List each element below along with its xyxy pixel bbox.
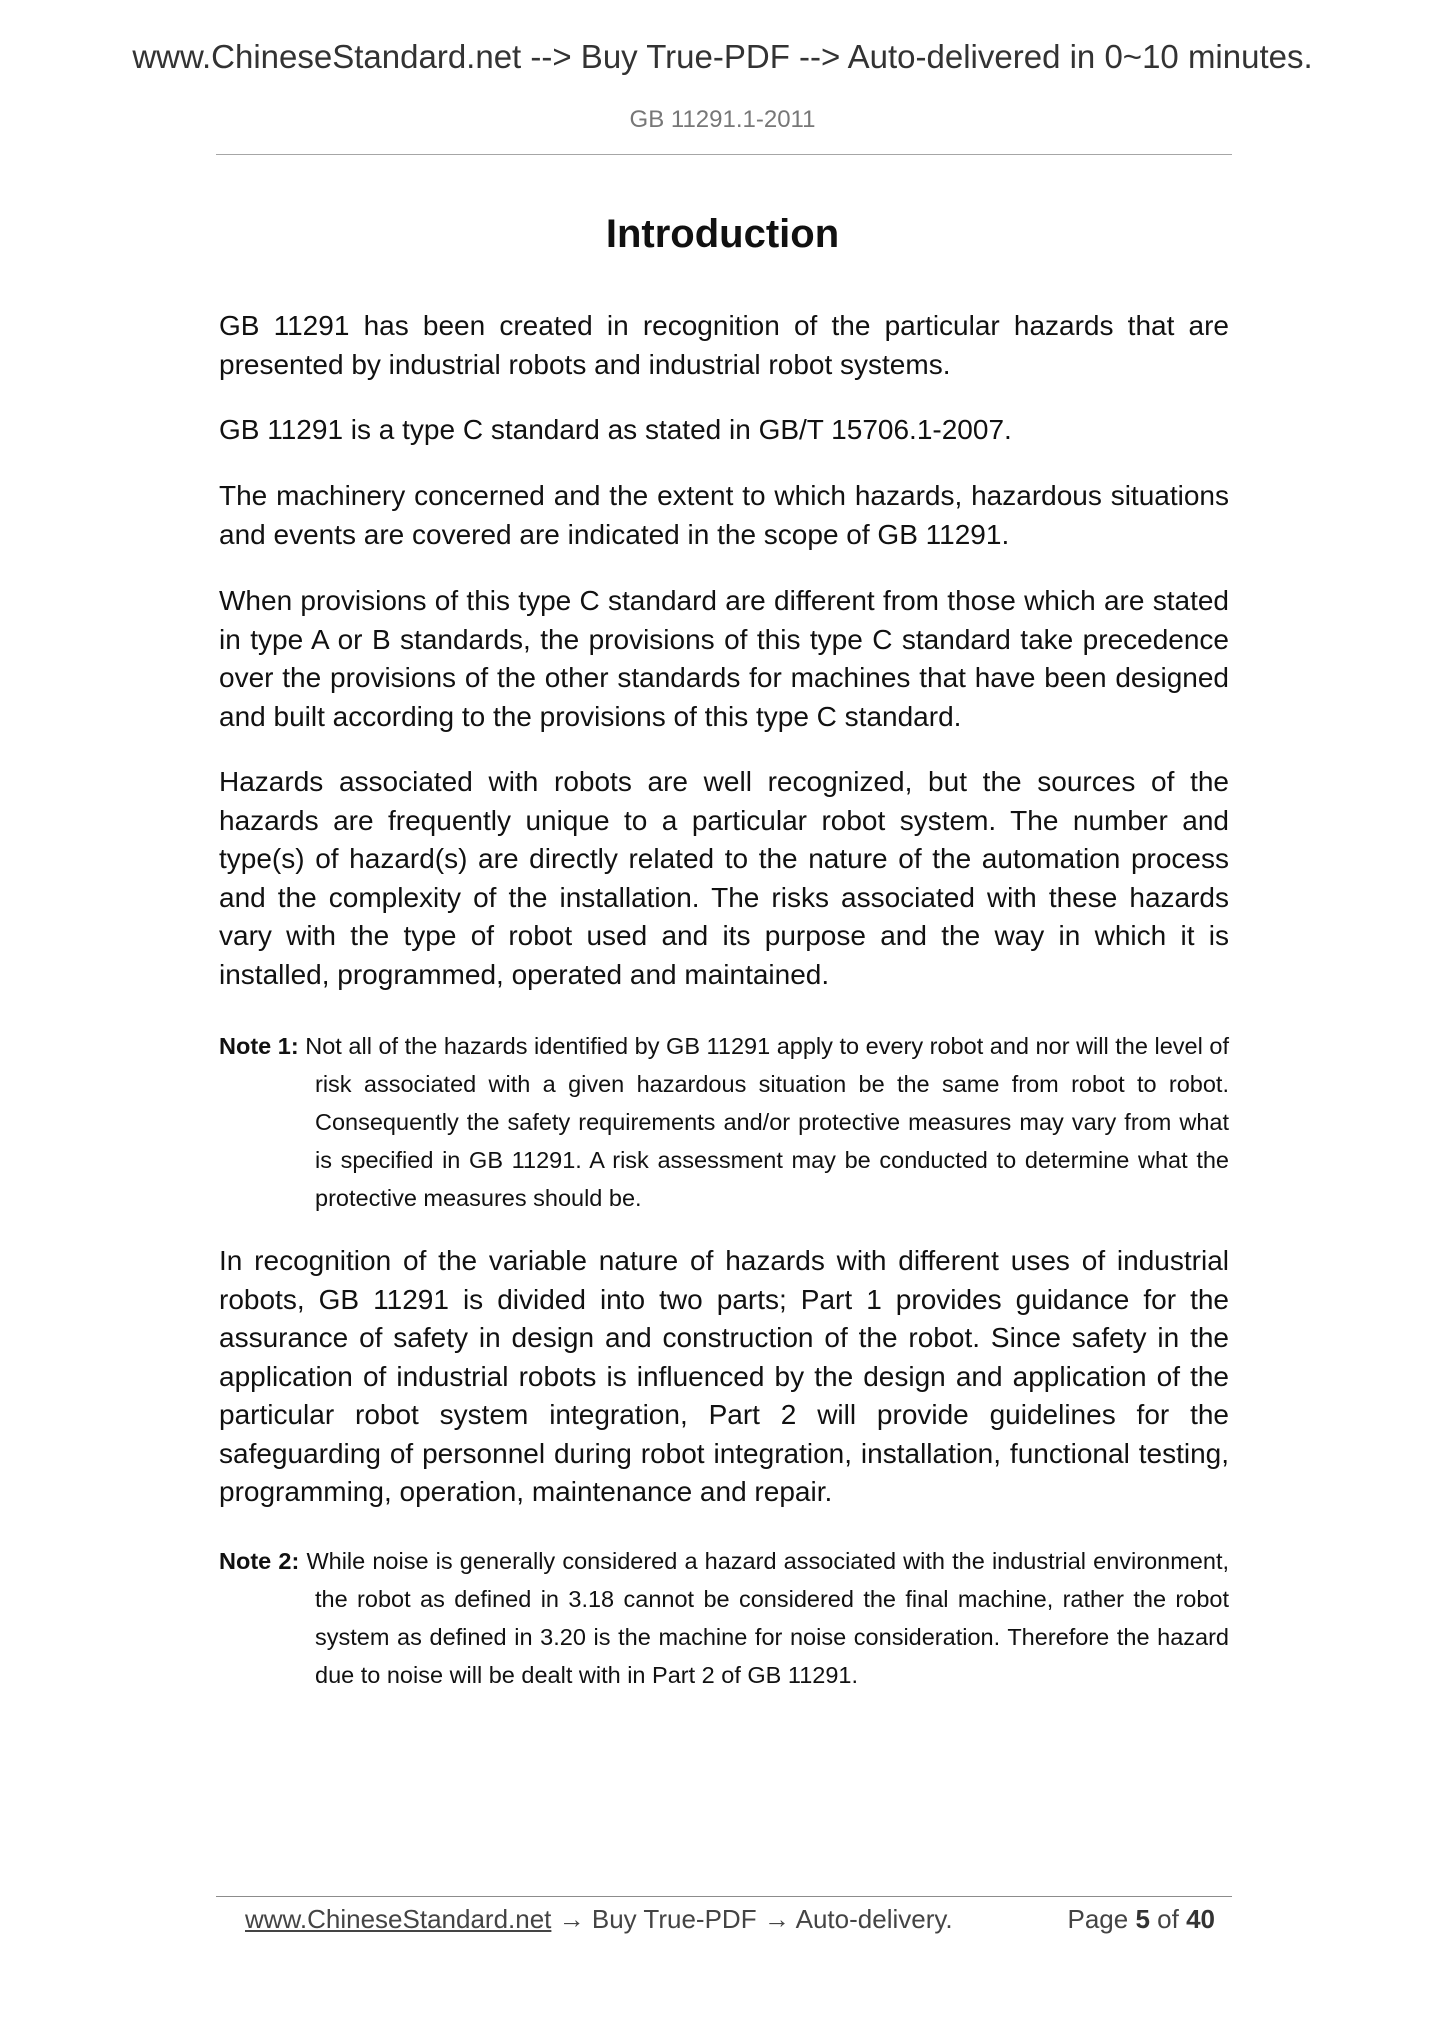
page-current: 5 — [1135, 1904, 1150, 1934]
page-indicator — [1067, 1904, 1215, 1935]
footer-site-link[interactable]: www.ChineseStandard.net — [245, 1904, 552, 1934]
page-title: Introduction — [605, 212, 840, 256]
note-1-label: Note 1: — [219, 1033, 299, 1059]
note-1-text: Not all of the hazards identified by GB 11291 apply to every robot and nor will the level of risk associated with a given hazardous situation be the same from robot to robot. Consequently the safety requirements and/or protective measures may vary from what is specified in GB 11291. A risk assessment may be conducted to determine what the protective measures should be. — [305, 1033, 1230, 1211]
note-2 — [219, 1542, 1229, 1694]
document-code: GB 11291.1-2011 — [629, 106, 816, 133]
paragraph-5: Hazards associated with robots are well recognized, but the sources of the hazards are frequently unique to a particular robot system. The number and type(s) of hazard(s) are directly related to the nature of the automation process and the complexity of the installation. The risks associated with these hazards vary with the type of robot used and its purpose and the way in which it is installed, programmed, operated and maintained. — [219, 766, 1229, 990]
page-label: Page — [1067, 1904, 1129, 1934]
right-arrow-icon: → — [763, 1904, 790, 1934]
header-divider — [216, 154, 1232, 155]
paragraph-2: GB 11291 is a type C standard as stated in GB/T 15706.1-2007. — [219, 414, 1012, 445]
footer — [245, 1904, 1215, 1935]
note-2-text: While noise is generally considered a hazard associated with the industrial environment, the robot as defined in 3.18 cannot be considered the final machine, rather the robot system as defined in 3.20 is the machine for noise consideration. Therefore the hazard due to noise will be dealt with in Part 2 of GB 11291. — [306, 1548, 1229, 1688]
note-1 — [219, 1027, 1229, 1217]
footer-buy-text: Buy True-PDF — [591, 1904, 757, 1934]
paragraph-3: The machinery concerned and the extent to which hazards, hazardous situations and events are covered are indicated in the scope of GB 11291. — [219, 480, 1229, 550]
note-2-label: Note 2: — [219, 1548, 300, 1574]
site-banner: www.ChineseStandard.net --> Buy True-PDF --> Auto-delivered in 0~10 minutes. — [132, 38, 1313, 75]
footer-divider — [216, 1896, 1232, 1897]
page-of: of — [1157, 1904, 1179, 1934]
right-arrow-icon: → — [558, 1904, 585, 1934]
paragraph-4: When provisions of this type C standard are different from those which are stated in type A or B standards, the provisions of this type C standard take precedence over the provisions of the other standards for machines that have been designed and built according to the provisions of this type C standard. — [219, 585, 1229, 732]
paragraph-6: In recognition of the variable nature of hazards with different uses of industrial robots, GB 11291 is divided into two parts; Part 1 provides guidance for the assurance of safety in design and construction of the robot. Since safety in the application of industrial robots is influenced by the design and application of the particular robot system integration, Part 2 will provide guidelines for the safeguarding of personnel during robot integration, installation, functional testing, programming, operation, maintenance and repair. — [219, 1245, 1229, 1507]
paragraph-1: GB 11291 has been created in recognition of the particular hazards that are presented by industrial robots and industrial robot systems. — [219, 310, 1229, 380]
footer-delivery-text: Auto-delivery. — [795, 1904, 953, 1934]
page-total: 40 — [1186, 1904, 1215, 1934]
